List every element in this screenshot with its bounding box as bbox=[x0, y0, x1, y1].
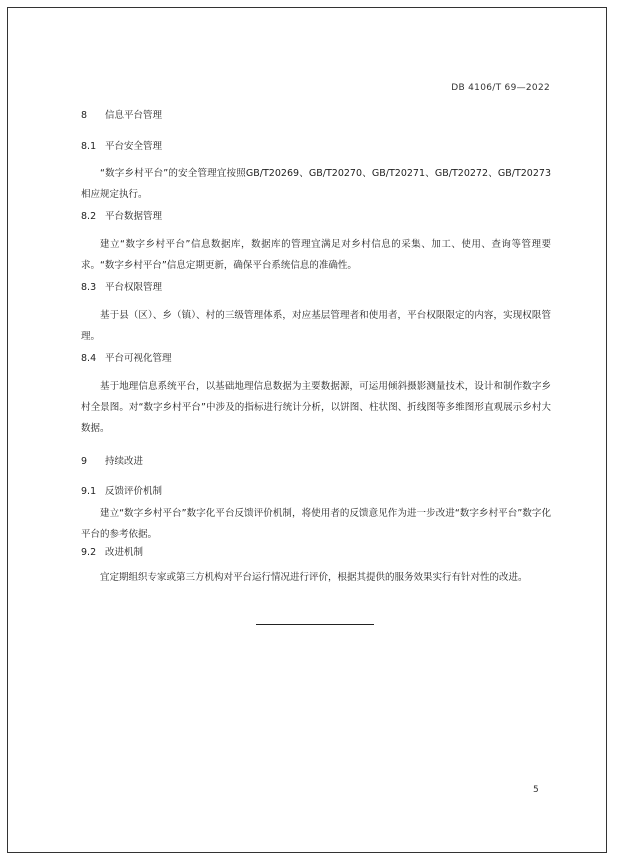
section-8-3-paragraph: 基于县（区）、乡（镇）、村的三级管理体系，对应基层管理者和使用者，平台权限限定的内容，实现权限管理。 bbox=[81, 310, 551, 342]
page-number: 5 bbox=[533, 785, 539, 795]
section-8-heading: 8 信息平台管理 bbox=[81, 110, 163, 121]
section-9-1-heading: 9.1 反馈评价机制 bbox=[81, 486, 163, 497]
section-8-2-heading: 8.2 平台数据管理 bbox=[81, 211, 163, 222]
end-rule bbox=[256, 624, 374, 625]
section-8-4-paragraph: 基于地理信息系统平台，以基础地理信息数据为主要数据源，可运用倾斜摄影测量技术，设计和制作数字乡村全景图。对“数字乡村平台”中涉及的指标进行统计分析，以饼图、柱状图、折线图等多维图形直观展示乡村大数据。 bbox=[81, 381, 551, 434]
section-8-2-paragraph: 建立“数字乡村平台”信息数据库，数据库的管理宜满足对乡村信息的采集、加工、使用、查询等管理要求。“数字乡村平台”信息定期更新，确保平台系统信息的准确性。 bbox=[81, 239, 551, 271]
section-8-1-paragraph: “数字乡村平台”的安全管理宜按照GB/T20269、GB/T20270、GB/T20271、GB/T20272、GB/T20273相应规定执行。 bbox=[81, 168, 551, 200]
section-9-heading: 9 持续改进 bbox=[81, 456, 144, 467]
section-9-2-heading: 9.2 改进机制 bbox=[81, 547, 144, 558]
section-8-4-heading: 8.4 平台可视化管理 bbox=[81, 353, 172, 364]
section-9-2-paragraph: 宜定期组织专家或第三方机构对平台运行情况进行评价，根据其提供的服务效果实行有针对性的改进。 bbox=[100, 572, 528, 583]
section-8-3-heading: 8.3 平台权限管理 bbox=[81, 282, 163, 293]
section-8-1-heading: 8.1 平台安全管理 bbox=[81, 141, 163, 152]
document-id: DB 4106/T 69—2022 bbox=[451, 83, 550, 93]
section-9-1-paragraph: 建立“数字乡村平台”数字化平台反馈评价机制，将使用者的反馈意见作为进一步改进“数字乡村平台”数字化平台的参考依据。 bbox=[81, 508, 551, 540]
